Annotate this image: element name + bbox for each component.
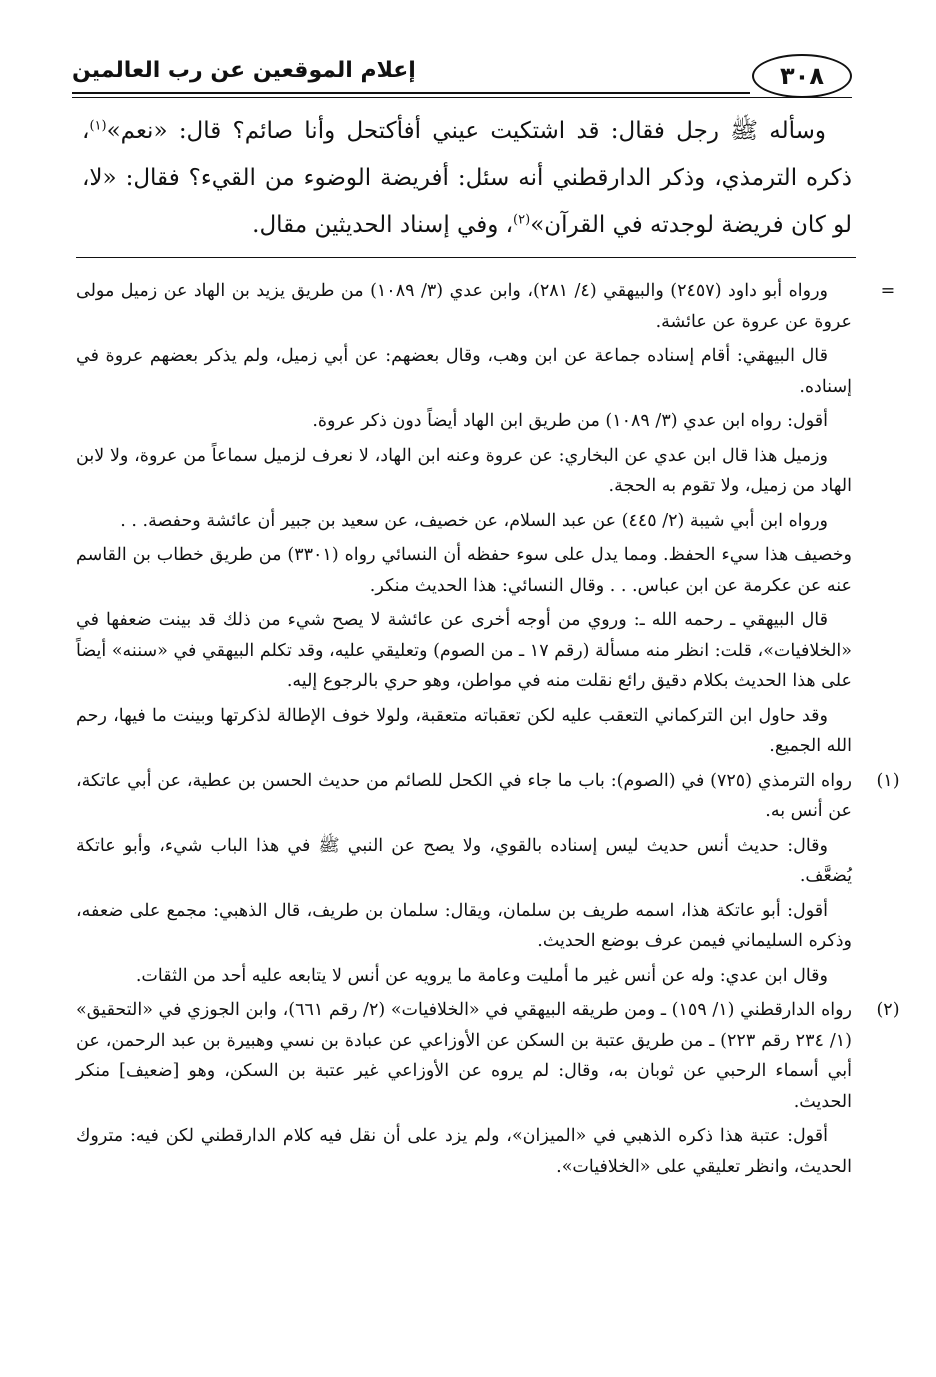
footnote-paragraph: وقد حاول ابن التركماني التعقب عليه لكن تعقباته متعقبة، ولولا خوف الإطالة لذكرتها وبينت ما فيها، رحم الله الجميع. (76, 705, 852, 756)
footnote-paragraph: رواه الدارقطني (١/ ١٥٩) ـ ومن طريقه البيهقي في «الخلافيات» (٢/ رقم ٦٦١)، وابن الجوزي في «التحقيق» (١/ ٢٣٤ رقم ٢٢٣) ـ من طريق عتبة بن السكن عن الأوزاعي عن عبادة بن نسي وهبيرة بن عبد الرحمن، عن أبي أسماء الرحبي عن ثوبان به، وقال: لم يروه عن الأوزاعي غير عتبة بن السكن، وهو [ضعيف] منكر الحديث. (76, 1000, 852, 1112)
header-rule-thin (72, 97, 852, 98)
footnote-ref-2[interactable]: (٢) (513, 212, 531, 228)
footnote-paragraph: أقول: عتبة هذا ذكره الذهبي في «الميزان»، ولم يزد على أن نقل فيه كلام الدارقطني لكن فيه: متروك الحديث، وانظر تعليقي على «الخلافيات». (76, 1126, 852, 1177)
footnote-separator (76, 257, 856, 258)
footnote-paragraph: ورواه أبو داود (٢٤٥٧) والبيهقي (٤/ ٢٨١)، وابن عدي (٣/ ١٠٨٩) من طريق يزيد بن الهاد عن زميل مولى عروة عن عروة عن عائشة. (76, 281, 852, 332)
main-paragraph (82, 108, 852, 249)
footnote-paragraph: قال البيهقي: أقام إسناده جماعة عن ابن وهب، وقال بعضهم: عن أبي زميل، ولم يذكر بعضهم عروة في إسناده. (76, 346, 852, 397)
footnote-paragraph: وقال ابن عدي: وله عن أنس غير ما أمليت وعامة ما يرويه عن أنس لا يتابعه عليه أحد من الثقات. (135, 965, 828, 986)
footnote-paragraph: وخصيف هذا سيء الحفظ. ومما يدل على سوء حفظه أن النسائي رواه (٣٣٠١) من طريق خطاب بن القاسم عنه عن عكرمة عن ابن عباس. . . وقال النسائي: هذا الحديث منكر. (76, 545, 853, 596)
running-title: إعلام الموقعين عن رب العالمين (72, 58, 416, 83)
main-line: ، وفي إسناد الحديثين مقال. (252, 212, 514, 238)
footnote-marker: (٢) (876, 1000, 900, 1020)
footnote-paragraph: وزميل هذا قال ابن عدي عن البخاري: عن عروة وعنه ابن الهاد، لا نعرف لزميل سماعاً من عروة، ولا لابن الهاد من زميل، ولا تقوم به الحجة. (76, 445, 852, 496)
footnotes (76, 276, 900, 1186)
main-line: «نعم» (106, 118, 168, 144)
continuation-marker: = (880, 281, 896, 301)
footnote-paragraph: وقال: حديث أنس حديث ليس إسناده بالقوي، ولا يصح عن النبي ﷺ في هذا الباب شيء، وأبو عاتكة يُضعَّف. (76, 835, 852, 886)
footnote-paragraph: ورواه ابن أبي شيبة (٢/ ٤٤٥) عن عبد السلام، عن خصيف، عن سعيد بن جبير أن عائشة وحفصة. . . (120, 510, 828, 531)
page-header (72, 50, 852, 100)
footnote-paragraph: قال البيهقي ـ رحمه الله ـ: وروي من أوجه أخرى عن عائشة لا يصح شيء من ذلك قد بينت ضعفها في «الخلافيات»، قلت: انظر منه مسألة (رقم ١٧ ـ من الصوم) وتعليقي عليه، وقد تكلم البيهقي في «سننه» أيضاً على هذا الحديث بكلام دقيق رائع نقلت منه في مواطن، وهو حري بالرجوع إليه. (76, 610, 853, 691)
main-line: وسأله ﷺ رجل فقال: قد اشتكيت عيني أفأكتحل وأنا صائم؟ قال: (178, 118, 826, 144)
footnote-paragraph: رواه الترمذي (٧٢٥) في (الصوم): باب ما جاء في الكحل للصائم من حديث الحسن بن عطية، عن أبي عاتكة، عن أنس به. (76, 770, 852, 821)
header-rule (72, 92, 750, 94)
footnote-ref-1[interactable]: (١) (89, 118, 107, 134)
footnote-continuation (76, 276, 896, 762)
footnote-paragraph: أقول: أبو عاتكة هذا، اسمه طريف بن سلمان، ويقال: سلمان بن طريف، قال الذهبي: مجمع على ضعفه، وذكره السليماني فيمن عرف بوضع الحديث. (76, 900, 852, 951)
main-line: ، ذكره الترمذي، وذكر الدارقطني أنه سئل: أفريضة الوضوء من القيء؟ (82, 118, 852, 191)
footnote-marker: (١) (876, 770, 900, 791)
footnote-1 (76, 766, 900, 992)
page-number-badge: ٣٠٨ (752, 54, 852, 98)
main-text (82, 108, 852, 249)
footnote-2 (76, 995, 900, 1182)
footnote-paragraph: أقول: رواه ابن عدي (٣/ ١٠٨٩) من طريق ابن الهاد أيضاً دون ذكر عروة. (312, 411, 828, 431)
main-line: فقال: «لا، لو كان فريضة لوجدته في القرآن» (82, 165, 852, 238)
